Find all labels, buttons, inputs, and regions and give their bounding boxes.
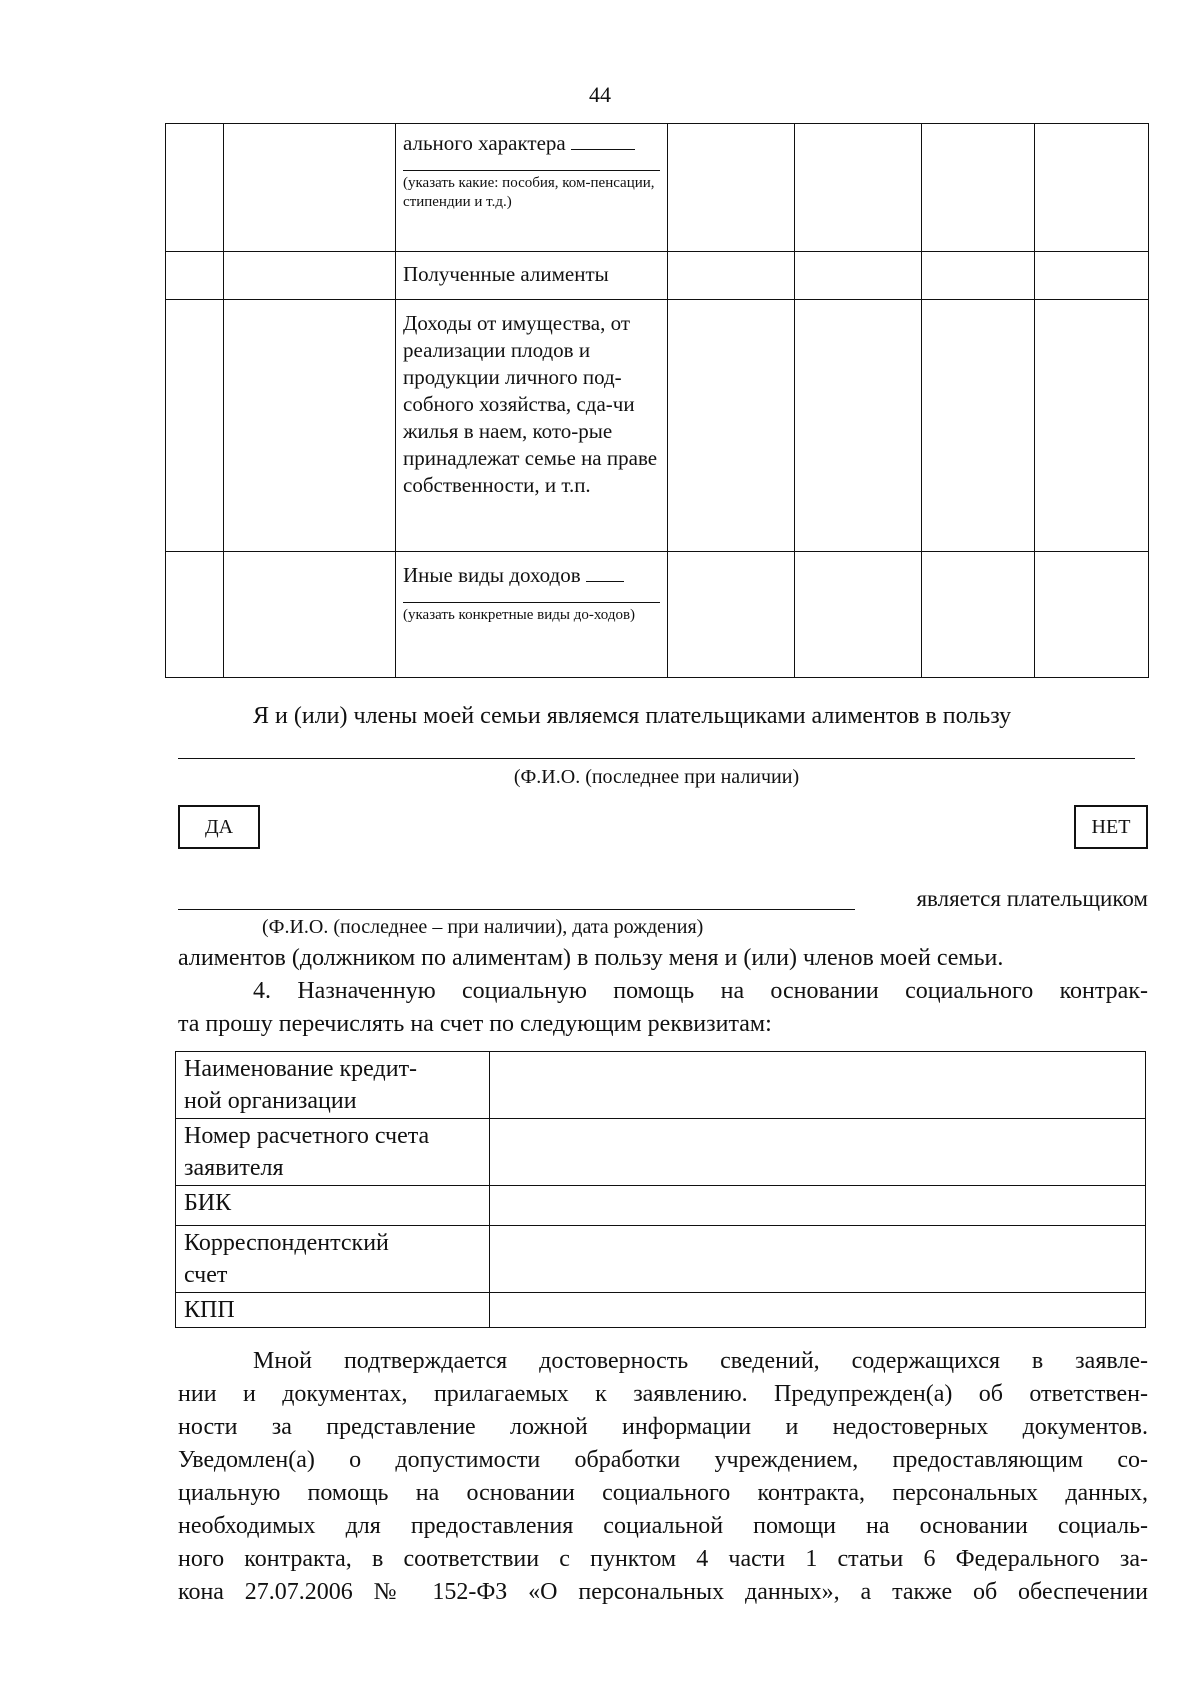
confirmation-line: ного контракта, в соответствии с пунктом 4 части 1 статьи 6 Федерального за- (178, 1546, 1148, 1572)
fio-dob-caption: (Ф.И.О. (последнее – при наличии), дата рождения) (262, 916, 704, 938)
page-number: 44 (589, 82, 611, 107)
bank-label-line: счет (184, 1262, 228, 1288)
row-hint: (указать конкретные виды до-ходов) (403, 607, 636, 623)
table-cell (166, 552, 224, 678)
value-cell[interactable] (668, 124, 795, 252)
value-cell[interactable] (922, 124, 1035, 252)
bank-label-line: Номер расчетного счета (184, 1123, 430, 1149)
value-cell[interactable] (922, 552, 1035, 678)
row-label: Иные виды доходов (403, 563, 581, 587)
bank-label-line: БИК (184, 1190, 232, 1216)
value-cell[interactable] (1035, 252, 1149, 300)
table-cell (224, 300, 396, 552)
table-row (166, 300, 1149, 552)
confirmation-line: нии и документах, прилагаемых к заявлению. Предупрежден(а) об ответствен- (178, 1381, 1148, 1407)
confirmation-line: Мной подтверждается достоверность сведений, содержащихся в заявле- (253, 1348, 1148, 1374)
income-table (165, 123, 1149, 678)
value-cell[interactable] (668, 552, 795, 678)
value-cell[interactable] (668, 300, 795, 552)
row-hint: (указать какие: пособия, ком-пенсации, стипендии и т.д.) (403, 175, 655, 210)
bank-label-line: ной организации (184, 1088, 357, 1114)
table-cell (396, 124, 668, 252)
fio-fill-line[interactable] (178, 758, 1135, 759)
table-cell (224, 252, 396, 300)
row-label: Доходы от имущества, от реализации плодов и продукции личного под-собного хозяйства, сда-чи жилья в наем, кото-рые принадлежат семье на праве собственности, и т.п. (403, 311, 658, 497)
yes-checkbox[interactable]: ДА (178, 805, 260, 849)
bank-label-line: КПП (184, 1297, 235, 1323)
fio-caption: (Ф.И.О. (последнее при наличии) (513, 766, 800, 788)
confirmation-line: кона 27.07.2006 № 152-ФЗ «О персональных данных», а также об обеспечении (178, 1579, 1148, 1605)
row-label: Полученные алименты (403, 262, 609, 286)
bank-value-cell[interactable] (490, 1119, 1146, 1186)
fill-in-blank (586, 563, 624, 582)
table-row (166, 252, 1149, 300)
table-row (176, 1293, 1146, 1328)
no-checkbox[interactable]: НЕТ (1074, 805, 1148, 849)
table-row (176, 1119, 1146, 1186)
bank-label-line: Наименование кредит- (184, 1056, 418, 1082)
table-row (166, 124, 1149, 252)
value-cell[interactable] (668, 252, 795, 300)
payer-suffix: является плательщиком (916, 886, 1148, 911)
table-cell (396, 252, 668, 300)
table-row (176, 1186, 1146, 1226)
bank-value-cell[interactable] (490, 1052, 1146, 1119)
value-cell[interactable] (795, 300, 922, 552)
bank-value-cell[interactable] (490, 1226, 1146, 1293)
bank-value-cell[interactable] (490, 1186, 1146, 1226)
bank-label-cell (176, 1052, 490, 1119)
value-cell[interactable] (795, 552, 922, 678)
bank-label-cell (176, 1186, 490, 1226)
fill-in-line (403, 169, 660, 171)
payer-fill-line[interactable] (178, 909, 855, 910)
bank-label-line: заявителя (184, 1155, 284, 1181)
bank-label-line: Корреспондентский (184, 1230, 389, 1256)
fill-in-blank (571, 131, 635, 150)
value-cell[interactable] (922, 252, 1035, 300)
bank-label-cell (176, 1226, 490, 1293)
table-cell (224, 552, 396, 678)
alimony-statement: Я и (или) члены моей семьи являемся плательщиками алиментов в пользу (253, 703, 1012, 729)
value-cell[interactable] (795, 124, 922, 252)
table-row (166, 552, 1149, 678)
table-cell (166, 300, 224, 552)
table-cell (166, 252, 224, 300)
bank-details-table (175, 1051, 1146, 1328)
table-row (176, 1052, 1146, 1119)
item4-line1: 4. Назначенную социальную помощь на основании социального контрак- (253, 978, 1148, 1004)
bank-label-cell (176, 1119, 490, 1186)
table-cell (166, 124, 224, 252)
value-cell[interactable] (1035, 300, 1149, 552)
row-label: ального характера (403, 131, 566, 155)
table-row (176, 1226, 1146, 1293)
table-cell (396, 300, 668, 552)
table-cell (224, 124, 396, 252)
table-cell (396, 552, 668, 678)
value-cell[interactable] (1035, 124, 1149, 252)
bank-value-cell[interactable] (490, 1293, 1146, 1328)
value-cell[interactable] (922, 300, 1035, 552)
confirmation-line: необходимых для предоставления социальной помощи на основании социаль- (178, 1513, 1148, 1539)
value-cell[interactable] (795, 252, 922, 300)
alimony-tail: алиментов (должником по алиментам) в пользу меня и (или) членов моей семьи. (178, 945, 1004, 971)
value-cell[interactable] (1035, 552, 1149, 678)
confirmation-line: циальную помощь на основании социального контракта, персональных данных, (178, 1480, 1148, 1506)
confirmation-line: ности за представление ложной информации и недостоверных документов. (178, 1414, 1148, 1440)
bank-label-cell (176, 1293, 490, 1328)
confirmation-line: Уведомлен(а) о допустимости обработки учреждением, предоставляющим со- (178, 1447, 1148, 1473)
item4-line2: та прошу перечислять на счет по следующим реквизитам: (178, 1011, 772, 1037)
fill-in-line (403, 601, 660, 603)
